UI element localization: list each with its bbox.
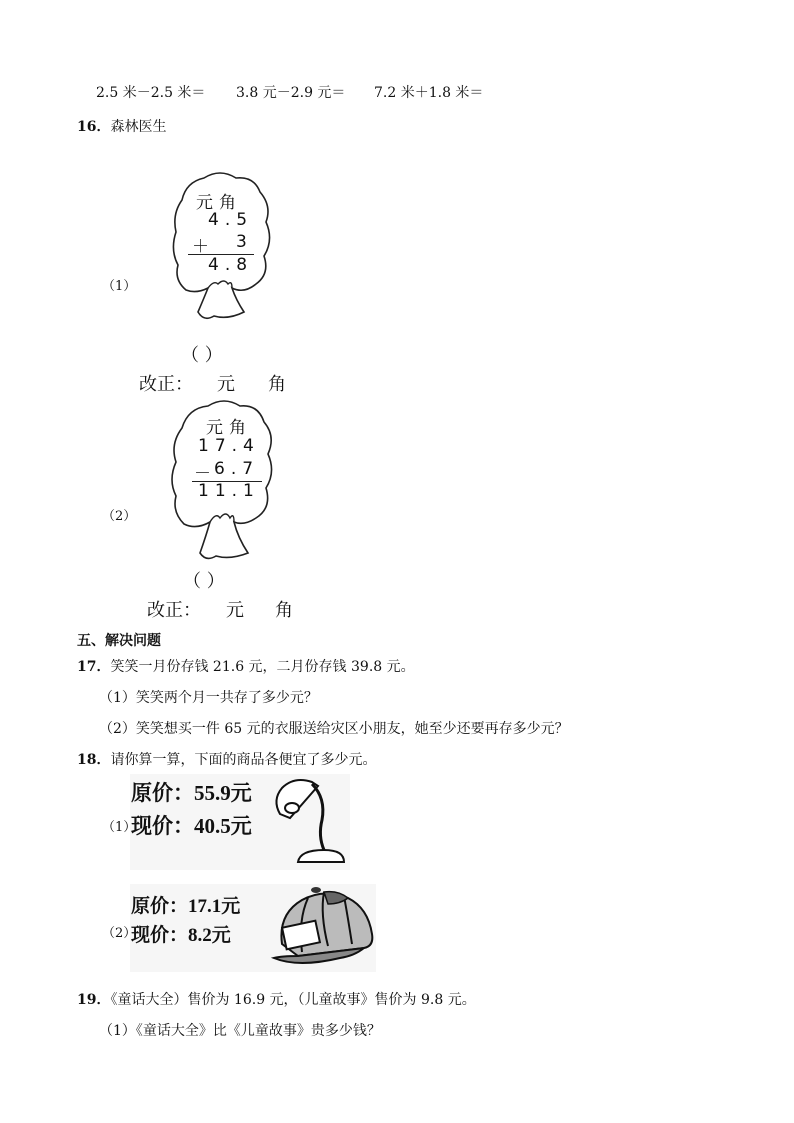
q18-item2-label: （2） — [102, 926, 137, 941]
q18-text: 请你算一算，下面的商品各便宜了多少元。 — [110, 752, 377, 768]
q16-part1-label: （1） — [102, 279, 137, 294]
q16-part1-jiao: 角 — [268, 374, 286, 395]
q19-sub1: （1）《童话大全》比《儿童故事》贵多少钱？ — [99, 1023, 381, 1039]
q16-part1-correction: 改正： — [139, 374, 193, 395]
exercise-1: 2.5 米－2.5 米＝ — [96, 85, 206, 101]
tree2-op: － — [194, 464, 217, 484]
q18-text-line: 18．请你算一算，下面的商品各便宜了多少元。 — [77, 752, 377, 768]
q17-sub1: （1）笑笑两个月一共存了多少元？ — [99, 690, 318, 706]
q18-number: 18 — [77, 752, 97, 768]
tree2-row2: 6.7 — [214, 459, 260, 479]
tree1-row2: 3 — [236, 232, 253, 252]
q19-text-line: 19．《童话大全）售价为 16.9 元，（儿童故事》售价为 9.8 元。 — [77, 992, 476, 1008]
exercise-3: 7.2 米＋1.8 米＝ — [374, 85, 484, 101]
q16-part2-jiao: 角 — [275, 600, 293, 621]
q16-heading: 16．森林医生 — [77, 119, 167, 135]
q16-part2-label: （2） — [102, 509, 137, 524]
q16-part1-paren: （ ） — [181, 345, 223, 366]
q18-item2-original: 原价：17.1元 — [131, 896, 241, 917]
cap-icon — [268, 884, 378, 970]
q16-number: 16 — [77, 119, 97, 135]
desk-lamp-icon — [268, 774, 348, 870]
q17-sub2: （2）笑笑想买一件 65 元的衣服送给灾区小朋友，她至少还要再存多少元？ — [99, 721, 569, 737]
q18-item2-current: 现价：8.2元 — [131, 925, 231, 946]
tree2-header: 元角 — [206, 418, 252, 438]
section5-title: 五、解决问题 — [77, 633, 161, 649]
tree1-result: 4.8 — [208, 255, 254, 275]
q17-text: 笑笑一月份存钱 21.6 元，二月份存钱 39.8 元。 — [110, 659, 415, 675]
q18-item1-current: 现价：40.5元 — [131, 814, 252, 838]
tree2-result: 11.1 — [198, 481, 260, 501]
q16-part1-yuan: 元 — [217, 374, 235, 395]
tree1-op: ＋ — [192, 237, 215, 257]
q17-text-line: 17．笑笑一月份存钱 21.6 元，二月份存钱 39.8 元。 — [77, 659, 415, 675]
tree2-row1: 17.4 — [198, 436, 260, 456]
q16-part2-yuan: 元 — [226, 600, 244, 621]
tree1-row1: 4.5 — [208, 210, 254, 230]
q19-number: 19 — [77, 992, 97, 1008]
q17-number: 17 — [77, 659, 97, 675]
q18-item1-original: 原价：55.9元 — [131, 781, 252, 805]
q19-text: 《童话大全）售价为 16.9 元，（儿童故事》售价为 9.8 元。 — [110, 992, 476, 1008]
q16-part2-correction: 改正： — [147, 600, 201, 621]
q16-part2-paren: （ ） — [183, 571, 225, 592]
tree1-header: 元角 — [196, 193, 242, 213]
q18-item1-label: （1） — [102, 820, 137, 835]
exercise-2: 3.8 元－2.9 元＝ — [236, 85, 346, 101]
q16-title: 森林医生 — [110, 119, 167, 135]
